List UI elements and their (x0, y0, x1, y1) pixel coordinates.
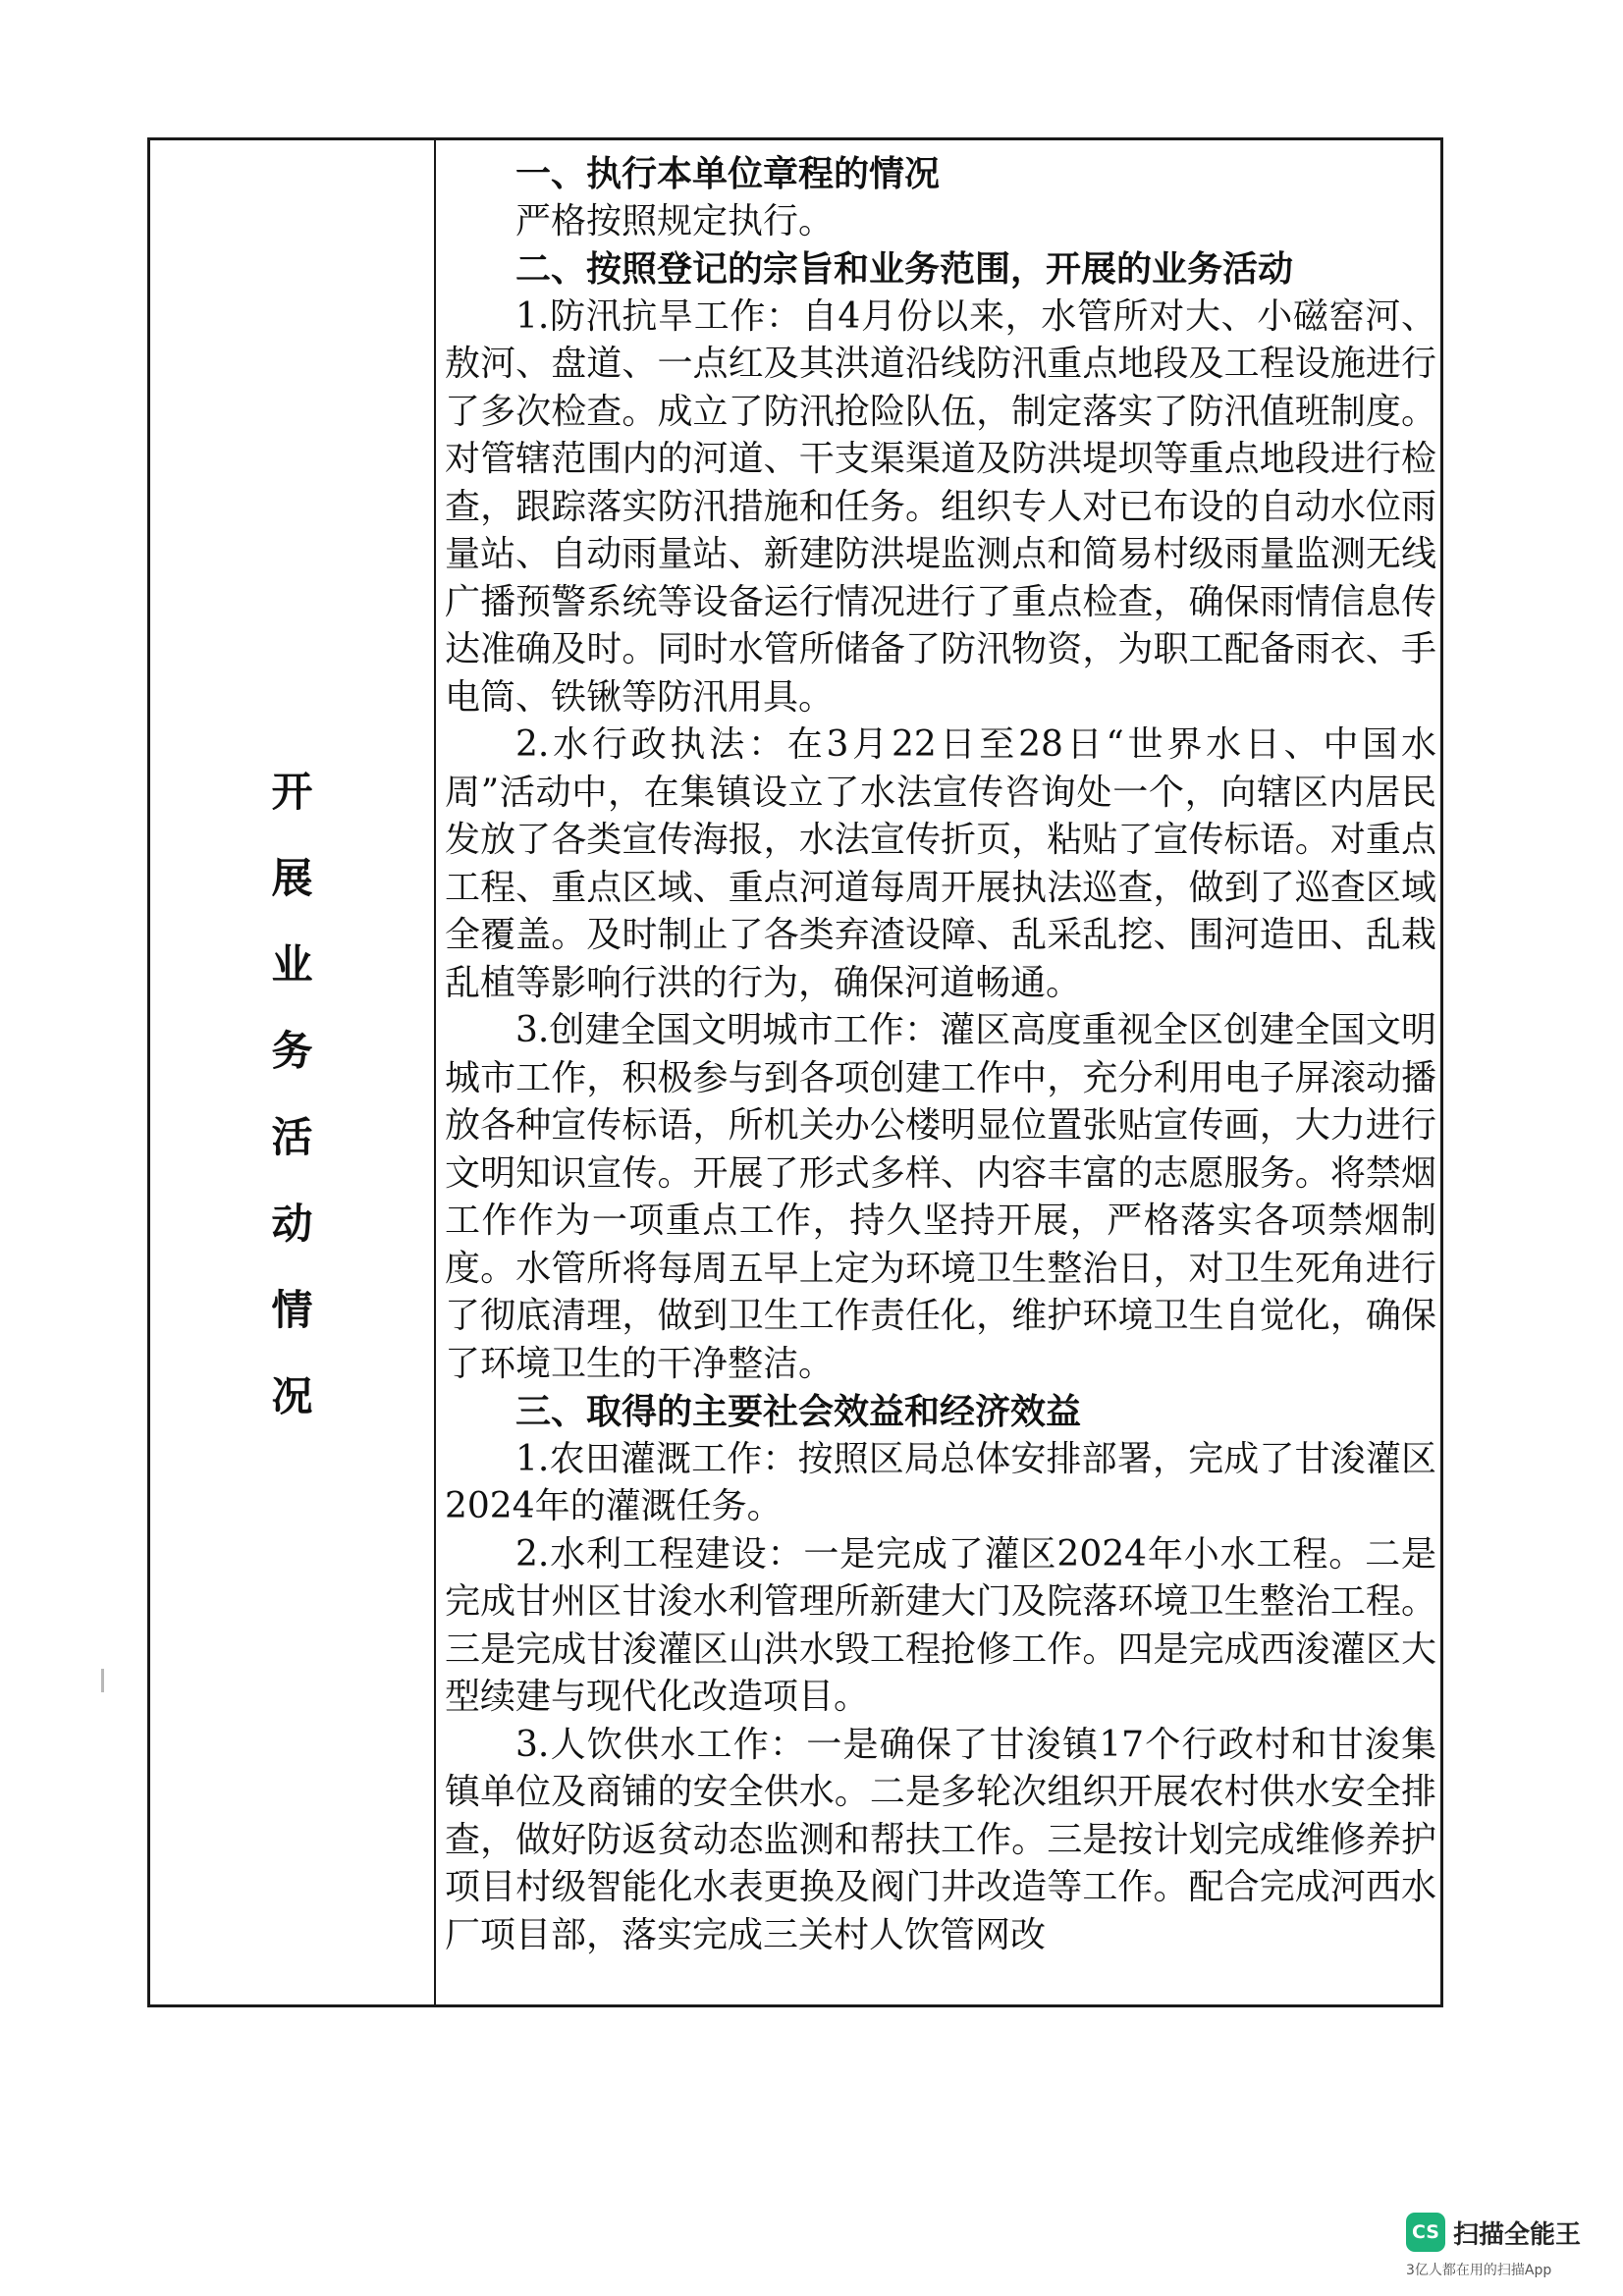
label-char: 活 (271, 1113, 313, 1161)
section-heading-activities: 二、按照登记的宗旨和业务范围，开展的业务活动 (515, 248, 1294, 290)
label-char: 务 (271, 1027, 313, 1075)
watermark-slogan: 3亿人都在用的扫描App (1406, 2263, 1552, 2278)
section-heading-charter: 一、执行本单位章程的情况 (515, 153, 941, 194)
label-char: 情 (271, 1286, 313, 1334)
label-char: 开 (271, 768, 313, 816)
label-char: 动 (271, 1200, 313, 1248)
camscanner-watermark (1406, 2209, 1593, 2287)
content-cell (445, 150, 1436, 1959)
paragraph-flood-control: 1.防汛抗旱工作：自4月份以来，水管所对大、小磁窑河、敖河、盘道、一点红及其洪道沿线防汛重点地段及工程设施进行了多次检查。成立了防汛抢险队伍，制定落实了防汛值班制度。对管辖范围内的河道、干支渠渠道及防洪堤坝等重点地段进行检查，跟踪落实防汛措施和任务。组织专人对已布设的自动水位雨量站、自动雨量站、新建防洪堤监测点和简易村级雨量监测无线广播预警系统等设备运行情况进行了重点检查，确保雨情信息传达准确及时。同时水管所储备了防汛物资，为职工配备雨衣、手电筒、铁锹等防汛用具。 (445, 295, 1436, 718)
section-label (150, 749, 434, 1440)
scan-artifact (101, 1669, 104, 1692)
watermark-app-name: 扫描全能王 (1453, 2220, 1582, 2250)
paragraph-civilized-city: 3.创建全国文明城市工作：灌区高度重视全区创建全国文明城市工作，积极参与到各项创建工作中，充分利用电子屏滚动播放各种宣传标语，所机关办公楼明显位置张贴宣传画，大力进行文明知识宣传。开展了形式多样、内容丰富的志愿服务。将禁烟工作作为一项重点工作，持久坚持开展，严格落实各项禁烟制度。水管所将每周五早上定为环境卫生整治日，对卫生死角进行了彻底清理，做到卫生工作责任化，维护环境卫生自觉化，确保了环境卫生的干净整洁。 (445, 1010, 1436, 1384)
camscanner-logo-icon: CS (1406, 2213, 1445, 2252)
paragraph-water-supply: 3.人饮供水工作：一是确保了甘浚镇17个行政村和甘浚集镇单位及商铺的安全供水。二是多轮次组织开展农村供水安全排查，做好防返贫动态监测和帮扶工作。三是按计划完成维修养护项目村级智能化水表更换及阀门井改造等工作。配合完成河西水厂项目部，落实完成三关村人饮管网改 (445, 1724, 1436, 1955)
label-char: 业 (271, 940, 313, 988)
column-divider (434, 140, 436, 2004)
label-char: 展 (271, 854, 313, 902)
paragraph-water-projects: 2.水利工程建设：一是完成了灌区2024年小水工程。二是完成甘州区甘浚水利管理所新建大门及院落环境卫生整治工程。三是完成甘浚灌区山洪水毁工程抢修工作。四是完成西浚灌区大型续建与现代化改造项目。 (445, 1533, 1436, 1717)
paragraph-water-law: 2.水行政执法：在3月22日至28日“世界水日、中国水周”活动中，在集镇设立了水法宣传咨询处一个，向辖区内居民发放了各类宣传海报，水法宣传折页，粘贴了宣传标语。对重点工程、重点区域、重点河道每周开展执法巡查，做到了巡查区域全覆盖。及时制止了各类弃渣设障、乱采乱挖、围河造田、乱栽乱植等影响行洪的行为，确保河道畅通。 (445, 724, 1436, 1003)
activity-table (147, 137, 1443, 2007)
paragraph-irrigation: 1.农田灌溉工作：按照区局总体安排部署，完成了甘浚灌区2024年的灌溉任务。 (445, 1438, 1436, 1526)
section-heading-benefits: 三、取得的主要社会效益和经济效益 (515, 1391, 1082, 1432)
label-cell (150, 140, 434, 2004)
label-char: 况 (271, 1372, 313, 1420)
paragraph: 严格按照规定执行。 (515, 200, 835, 241)
